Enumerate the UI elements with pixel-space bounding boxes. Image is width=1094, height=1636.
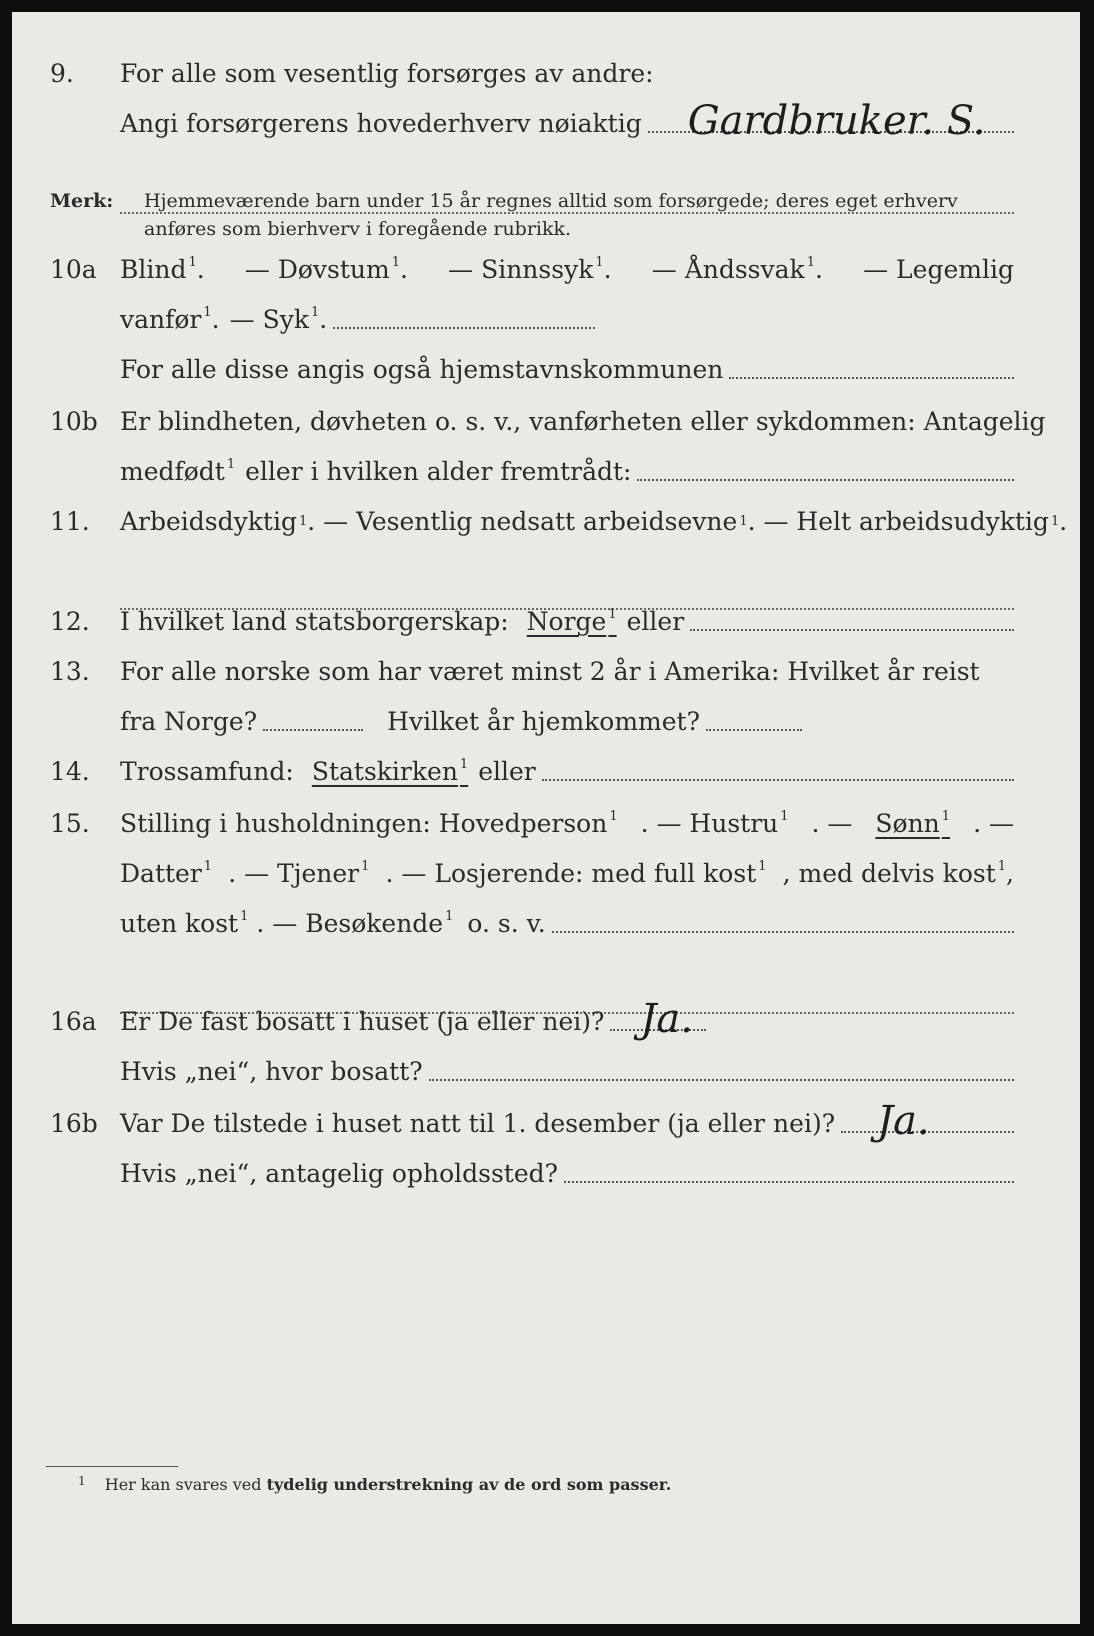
option-sinnssyk[interactable]: — Sinnssyk bbox=[448, 255, 594, 284]
q16b-answer-field[interactable] bbox=[841, 1098, 1014, 1144]
option-hustru[interactable]: . — Hustru bbox=[640, 809, 779, 838]
merk-text2: anføres som bierhverv i foregående rubrikk. bbox=[144, 218, 572, 240]
q16b-question: Var De tilstede i huset natt til 1. desember (ja eller nei)? bbox=[120, 1109, 836, 1138]
q16a-where-prompt: Hvis „nei“, hvor bosatt? bbox=[120, 1057, 423, 1086]
q14-other-field[interactable] bbox=[542, 779, 1014, 781]
q10b-alder-prompt: eller i hvilken alder fremtrådt: bbox=[245, 457, 632, 486]
q14-question: Trossamfund: bbox=[120, 757, 294, 786]
option-legemlig[interactable]: — Legemlig bbox=[863, 255, 1014, 284]
option-blind[interactable]: Blind bbox=[120, 255, 187, 284]
q15-osv: o. s. v. bbox=[467, 909, 546, 938]
q16b-number: 16b bbox=[50, 1109, 98, 1138]
q10b-alder-field[interactable] bbox=[637, 479, 1014, 481]
merk-label: Merk: bbox=[50, 190, 114, 212]
q9-handwritten-answer: Gardbruker. S. bbox=[687, 98, 986, 144]
option-syk[interactable]: — Syk bbox=[229, 305, 309, 334]
q10a-syk-field[interactable] bbox=[333, 327, 595, 329]
footnote-mark: 1 bbox=[78, 1474, 86, 1488]
q10a-hjemstavn-prompt: For alle disse angis også hjemstavnskommunen bbox=[120, 355, 724, 384]
option-statskirken[interactable]: Statskirken $^1$ bbox=[311, 757, 469, 786]
q13-number: 13. bbox=[50, 657, 90, 686]
footnote bbox=[78, 1474, 671, 1494]
q16a-question: Er De fast bosatt i huset (ja eller nei)? bbox=[120, 1007, 605, 1036]
footnote-text-b: tydelig understrekning av de ord som passer. bbox=[266, 1475, 672, 1494]
option-hovedperson[interactable]: Stilling i husholdningen: Hovedperson bbox=[120, 809, 608, 838]
q12-question: I hvilket land statsborgerskap: bbox=[120, 607, 509, 636]
q16b-where-field[interactable] bbox=[564, 1181, 1014, 1183]
q11-number: 11. bbox=[50, 507, 90, 536]
merk-text1: Hjemmeværende barn under 15 år regnes alltid som forsørgede; deres eget erhverv bbox=[144, 190, 958, 212]
q10a-hjemstavn-field[interactable] bbox=[729, 377, 1014, 379]
census-form-page: 9. For alle som vesentlig forsørges av andre: Angi forsørgerens hovederhverv nøiaktig Gardbruker. S. Merk: Hjemmeværende barn under 15 år regnes alltid som forsørgede; deres eget erhverv anføres som bierhverv i foregående rubrikk. 10a Blind $^1$. — Døvstum $^1$. — Sinnssyk $^1$. — Åndssvak $^1$. — Legemlig vanfør $^1$. — Syk $^1$. For alle disse angis også hjemstavnskommunen 10b Er blindheten, døvheten o. s. v., vanførheten eller sykdommen: Antagelig medfødt $^1$ eller i hvilken alder fremtrådt: 11. Arbeidsdyktig 1 . — Vesentlig nedsatt arbeidsevne 1 . — Helt arbeidsudyktig 1 . 12. I hvilket land statsborgerskap: Norge $^1$ eller 13. For alle norske som har været minst 2 år i Amerika: Hvilket år reist fra Norge? Hvilket år hjemkommet? 14. Trossamfund: Statskirken $^1$ eller 15. Stilling i husholdningen: Hovedperson $^1$ . — Hustru $^1$ . — Sønn $^1$ . — Datter $^1$ . — Tjener $^1$ . — Losjerende: med full kost $^1$ , med delvis kost $^1$, uten kost $^1$ . — Besøkende $^1$ o. s. v. 16a Er De fast bosatt i huset (ja eller nei)? Ja. Hvis „nei“, hvor bosatt? 16b Var De tilstede i huset natt til 1. desember (ja eller nei)? Ja. Hvis „nei“, antagelig opholdssted? $^1$ Her kan svares ved tydelig understrekning av de ord som passer. bbox=[12, 12, 1080, 1624]
option-arbeidsdyktig[interactable]: Arbeidsdyktig bbox=[120, 507, 297, 536]
option-full-kost[interactable]: . — Losjerende: med full kost bbox=[385, 859, 757, 888]
q13-question: For alle norske som har været minst 2 år i Amerika: Hvilket år reist bbox=[120, 657, 980, 686]
option-dovstum[interactable]: — Døvstum bbox=[244, 255, 390, 284]
option-tjener[interactable]: . — Tjener bbox=[228, 859, 360, 888]
q12-other-field[interactable] bbox=[690, 629, 1014, 631]
q9-prompt: Angi forsørgerens hovederhverv nøiaktig bbox=[120, 109, 642, 138]
q10b-question: Er blindheten, døvheten o. s. v., vanførheten eller sykdommen: Antagelig bbox=[120, 407, 1046, 436]
footnote-rule bbox=[46, 1466, 178, 1467]
option-datter[interactable]: Datter bbox=[120, 859, 202, 888]
q14-eller: eller bbox=[478, 757, 536, 786]
q16a-where-field[interactable] bbox=[429, 1079, 1014, 1081]
q9-question: For alle som vesentlig forsørges av andre: bbox=[120, 59, 654, 88]
q9-answer-field[interactable] bbox=[648, 98, 1014, 144]
option-medfodt[interactable]: medfødt bbox=[120, 457, 225, 486]
q16b-handwritten-answer: Ja. bbox=[877, 1098, 930, 1144]
q16a-number: 16a bbox=[50, 1007, 97, 1036]
q16b-where-prompt: Hvis „nei“, antagelig opholdssted? bbox=[120, 1159, 559, 1188]
q13-reist-prompt: fra Norge? bbox=[120, 707, 258, 736]
q15-number: 15. bbox=[50, 809, 90, 838]
option-norge[interactable]: Norge $^1$ bbox=[526, 607, 617, 636]
option-nedsatt[interactable]: . — Vesentlig nedsatt arbeidsevne bbox=[307, 507, 738, 536]
q12-eller: eller bbox=[626, 607, 685, 636]
q15-other-field[interactable] bbox=[552, 931, 1014, 933]
option-sonn[interactable]: Sønn $^1$ bbox=[875, 809, 951, 838]
footnote-text-a: Her kan svares ved bbox=[104, 1475, 262, 1494]
option-uten-kost[interactable]: uten kost bbox=[120, 909, 239, 938]
q12-number: 12. bbox=[50, 607, 90, 636]
q10a-number: 10a bbox=[50, 255, 97, 284]
option-delvis-kost[interactable]: , med delvis kost bbox=[782, 859, 996, 888]
option-andssvak[interactable]: — Åndssvak bbox=[651, 255, 805, 284]
q16a-answer-field[interactable] bbox=[610, 996, 706, 1042]
q16a-handwritten-answer: Ja. bbox=[640, 996, 693, 1042]
option-vanfor[interactable]: vanfør bbox=[120, 305, 202, 334]
q14-number: 14. bbox=[50, 757, 90, 786]
q9-number: 9. bbox=[50, 59, 74, 88]
q13-hjem-field[interactable] bbox=[706, 729, 802, 731]
option-besokende[interactable]: . — Besøkende bbox=[256, 909, 444, 938]
q10b-number: 10b bbox=[50, 407, 98, 436]
q13-reist-field[interactable] bbox=[263, 729, 363, 731]
q13-hjem-prompt: Hvilket år hjemkommet? bbox=[387, 707, 701, 736]
option-udyktig[interactable]: . — Helt arbeidsudyktig bbox=[747, 507, 1049, 536]
